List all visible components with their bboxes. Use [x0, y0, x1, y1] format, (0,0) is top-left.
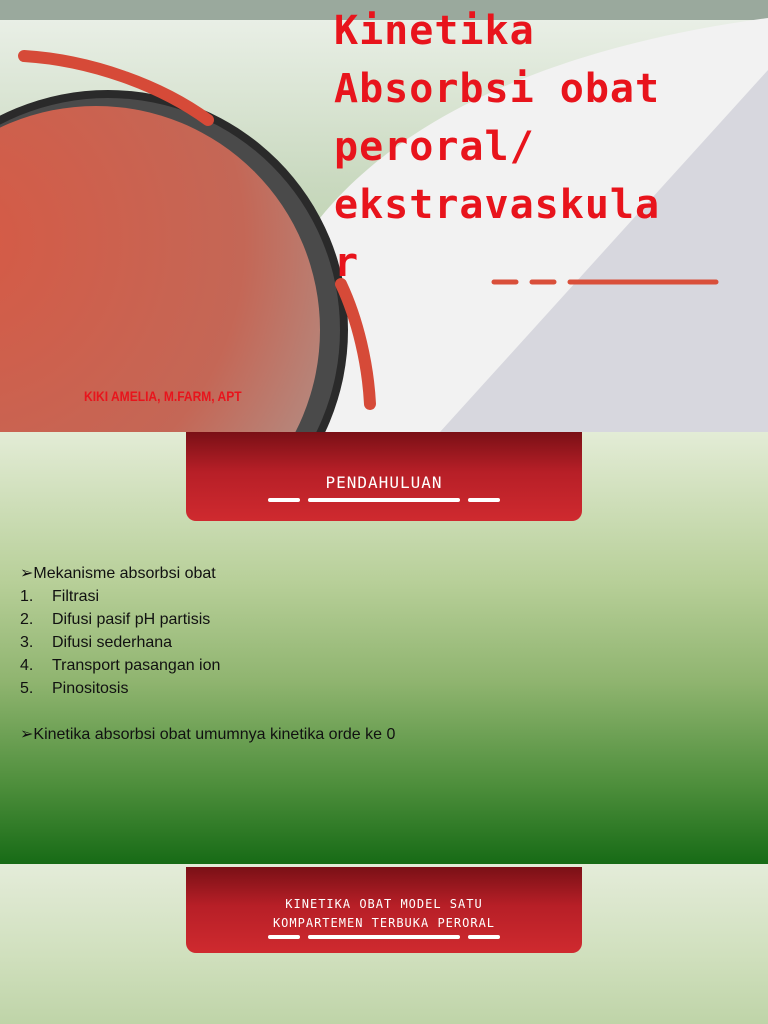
slide-title: Kinetika Absorbsi obat peroral/ ekstravaskula r [334, 8, 661, 286]
banner-title: PENDAHULUAN [325, 473, 443, 492]
bullet-kinetics: ➢Kinetika absorbsi obat umumnya kinetika orde ke 0 [20, 726, 396, 743]
list-item: 1. Filtrasi [20, 588, 100, 605]
intro-slide [0, 432, 768, 864]
banner-dash [308, 935, 460, 939]
title-slide [0, 0, 768, 432]
slide-content [20, 562, 395, 746]
banner-dash [468, 935, 500, 939]
banner-dash [268, 935, 300, 939]
model-slide [0, 864, 768, 1024]
author-name: KIKI AMELIA, M.FARM, APT [84, 388, 242, 404]
list-item: 2. Difusi pasif pH partisis [20, 611, 211, 628]
banner-dash [268, 498, 300, 502]
banner-dash [308, 498, 460, 502]
bullet-mechanism: ➢Mekanisme absorbsi obat [20, 565, 216, 582]
banner-title: KINETIKA OBAT MODEL SATU KOMPARTEMEN TERBUKA PERORAL [272, 897, 496, 930]
list-item: 3. Difusi sederhana [20, 634, 173, 651]
list-item: 5. Pinositosis [20, 680, 129, 697]
section-banner [186, 432, 582, 521]
banner-dash [468, 498, 500, 502]
section-banner [186, 867, 582, 953]
list-item: 4. Transport pasangan ion [20, 657, 221, 674]
